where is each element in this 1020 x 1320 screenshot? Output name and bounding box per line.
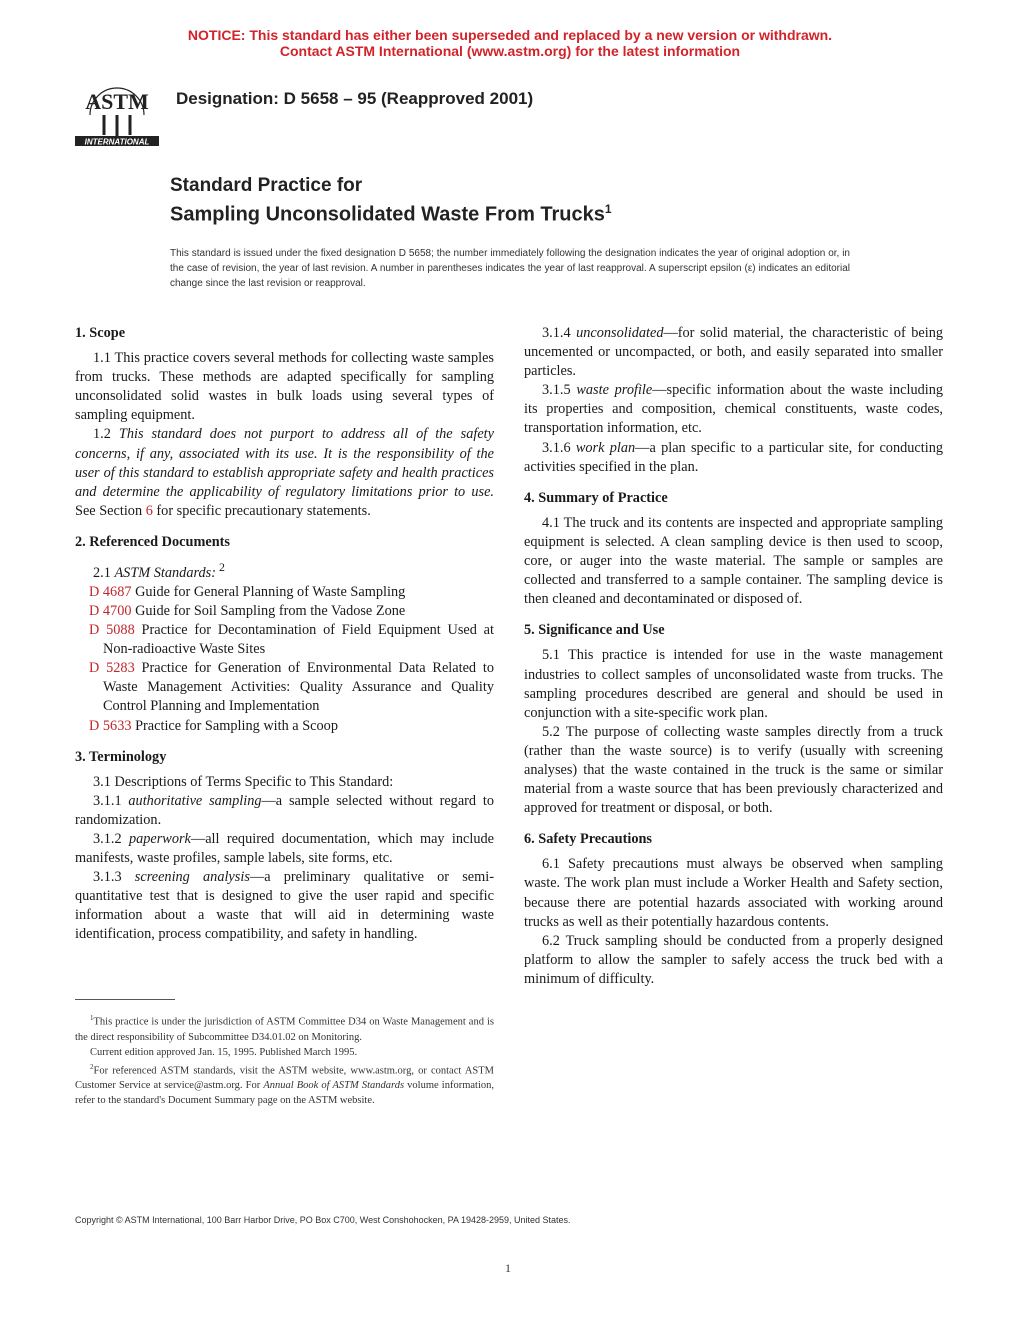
term-definition: 3.1.2 paperwork—all required documentation, which may include manifests, waste profiles, sample labels, site forms, etc. bbox=[75, 831, 494, 867]
scope-p2-num: 1.2 bbox=[93, 426, 119, 443]
scope-p2-italic: This standard does not purport to address all of the safety concerns, if any, associated with its use. It is the responsibility of the user of this standard to establish appropriate safety and health practices and determine the applicability of regulatory limitations prior to use. bbox=[75, 426, 494, 500]
significance-p2: 5.2 The purpose of collecting waste samples directly from a truck (rather than the waste source) is to verify (usually with screening analyses) that the waste contained in the truck is the same or similar material from a waste source that has been previously characterized and approved for treatment or disposal, or both. bbox=[524, 723, 943, 817]
document-title bbox=[170, 174, 612, 228]
left-column bbox=[75, 324, 494, 957]
ref-code-link[interactable]: D 5088 bbox=[89, 622, 135, 639]
ref-code-link[interactable]: D 5283 bbox=[89, 660, 135, 677]
ref-item bbox=[75, 621, 494, 659]
terminology-continued bbox=[524, 324, 943, 477]
ref-item bbox=[75, 602, 494, 621]
footnote-2: $^2$For referenced ASTM standards, visit the ASTM website, www.astm.org, or contact ASTM Customer Service at service@astm.org. For Annual Book of ASTM Standards volume information, refer to the standard's Document Summary page on the ASTM website. bbox=[75, 1062, 494, 1106]
ref-item bbox=[75, 659, 494, 716]
refdocs-sub-num: 2.1 bbox=[93, 564, 115, 581]
scope-heading: 1. Scope bbox=[75, 325, 126, 341]
section-6-link[interactable]: 6 bbox=[145, 502, 153, 519]
terminology-heading: 3. Terminology bbox=[75, 748, 167, 765]
ref-code-link[interactable]: D 4700 bbox=[89, 602, 132, 619]
notice-line-1: NOTICE: This standard has either been superseded and replaced by a new version or withdrawn. bbox=[187, 27, 833, 43]
summary-heading: 4. Summary of Practice bbox=[524, 489, 668, 506]
scope-p1: 1.1 This practice covers several methods for collecting waste samples from trucks. These methods are adapted specifically for sampling unconsolidated solid wastes in bulk loads using several types of sampling equipment. bbox=[75, 350, 494, 424]
ref-item bbox=[75, 717, 494, 736]
ref-item bbox=[75, 583, 494, 602]
ref-title: Practice for Decontamination of Field Equipment Used at Non-radioactive Waste Sites bbox=[103, 622, 494, 658]
footnotes bbox=[75, 1011, 494, 1108]
preamble: This standard is issued under the fixed designation D 5658; the number immediately following the designation indicates the year of original adoption or, in the case of revision, the year of last revision. A number in parentheses indicates the year of last reapproval. A superscript epsilon (ε) indicates an editorial change since the last revision or reapproval. bbox=[170, 248, 850, 289]
summary-p1: 4.1 The truck and its contents are inspected and appropriate sampling equipment is selected. A clean sampling device is then used to scoop, core, or auger into the waste material. The sample or samples are collected and transferred to a sample container. The sampling device is then cleaned and decontaminated or disposed of. bbox=[524, 514, 943, 608]
term-definition: 3.1.3 screening analysis—a preliminary qualitative or semi-quantitative test that is designed to give the user rapid and specific information about a waste that will aid in determining waste identification, process compatibility, and safety in handling. bbox=[75, 869, 494, 943]
notice-line-2: Contact ASTM International (www.astm.org) for the latest information bbox=[279, 43, 741, 59]
safety-heading: 6. Safety Precautions bbox=[524, 831, 652, 848]
footnote-1b: Current edition approved Jan. 15, 1995. Published March 1995. bbox=[90, 1046, 358, 1058]
footnote-rule bbox=[75, 999, 175, 1000]
term-definition: 3.1.1 authoritative sampling—a sample selected without regard to randomization. bbox=[75, 792, 495, 828]
title-footnote-mark: 1 bbox=[604, 202, 612, 216]
refdocs-sub bbox=[75, 558, 494, 583]
scope-p2 bbox=[75, 425, 494, 520]
designation: Designation: D 5658 – 95 (Reapproved 2001) bbox=[176, 89, 534, 108]
right-column bbox=[524, 324, 943, 1001]
ref-code-link[interactable]: D 4687 bbox=[89, 583, 132, 600]
section-summary bbox=[524, 489, 943, 610]
ref-title: Practice for Sampling with a Scoop bbox=[131, 717, 338, 734]
ref-title: Practice for Generation of Environmental Data Related to Waste Management Activities: Quality Assurance and Quality Control Planning and Implementation bbox=[103, 660, 494, 715]
ref-code-link[interactable]: D 5633 bbox=[89, 717, 132, 734]
refdocs-heading: 2. Referenced Documents bbox=[75, 533, 230, 550]
term-definition: 3.1.4 unconsolidated—for solid material, the characteristic of being uncemented or uncompacted, or both, and easily separated into smaller particles. bbox=[524, 325, 944, 380]
significance-heading: 5. Significance and Use bbox=[524, 622, 665, 639]
terminology-p31: 3.1 Descriptions of Terms Specific to This Standard: bbox=[93, 773, 394, 790]
section-referenced-documents bbox=[75, 533, 494, 736]
section-safety bbox=[524, 830, 943, 989]
section-terminology bbox=[75, 748, 494, 945]
refdocs-sub-sup: 2 bbox=[216, 560, 225, 575]
term-definition: 3.1.5 waste profile—specific information about the waste including its properties and composition, chemical constituents, waste codes, transportation information, etc. bbox=[524, 382, 944, 437]
scope-p2-tail-a: See Section bbox=[75, 502, 146, 519]
ref-title: Guide for Soil Sampling from the Vadose Zone bbox=[131, 602, 406, 619]
safety-p2: 6.2 Truck sampling should be conducted from a properly designed platform to allow the sampler to safely access the truck bed with a minimum of difficulty. bbox=[524, 932, 943, 987]
copyright-line: Copyright © ASTM International, 100 Barr Harbor Drive, PO Box C700, West Conshohocken, PA 19428-2959, United States. bbox=[75, 1215, 571, 1225]
ref-title: Guide for General Planning of Waste Sampling bbox=[131, 583, 406, 600]
safety-p1: 6.1 Safety precautions must always be observed when sampling waste. The work plan must include a Worker Health and Safety section, because there are potential hazards associated with working around trucks as well as their potentially hazardous contents. bbox=[524, 856, 943, 930]
refdocs-sub-label: ASTM Standards: bbox=[114, 564, 216, 581]
scope-p2-tail-b: for specific precautionary statements. bbox=[152, 502, 371, 519]
term-definition: 3.1.6 work plan—a plan specific to a particular site, for conducting activities specified in the plan. bbox=[524, 439, 943, 475]
footnote-1: $^1$This practice is under the jurisdiction of ASTM Committee D34 on Waste Management and is the direct responsibility of Subcommittee D34.01.02 on Monitoring. bbox=[75, 1014, 494, 1043]
significance-p1: 5.1 This practice is intended for use in the waste management industries to collect samples of unconsolidated waste from trucks. The sampling procedures described are general and should be used in conjunction with a site-specific work plan. bbox=[524, 647, 943, 721]
astm-logo bbox=[72, 75, 162, 155]
title-main: Sampling Unconsolidated Waste From Trucks bbox=[170, 203, 605, 226]
title-line-2 bbox=[170, 197, 612, 228]
section-significance bbox=[524, 621, 943, 818]
logo-subtext: INTERNATIONAL bbox=[84, 137, 150, 147]
section-scope bbox=[75, 324, 494, 521]
logo-text: ASTM bbox=[85, 89, 149, 114]
title-line-1: Standard Practice for bbox=[170, 175, 363, 196]
page-number: 1 bbox=[505, 1261, 511, 1275]
